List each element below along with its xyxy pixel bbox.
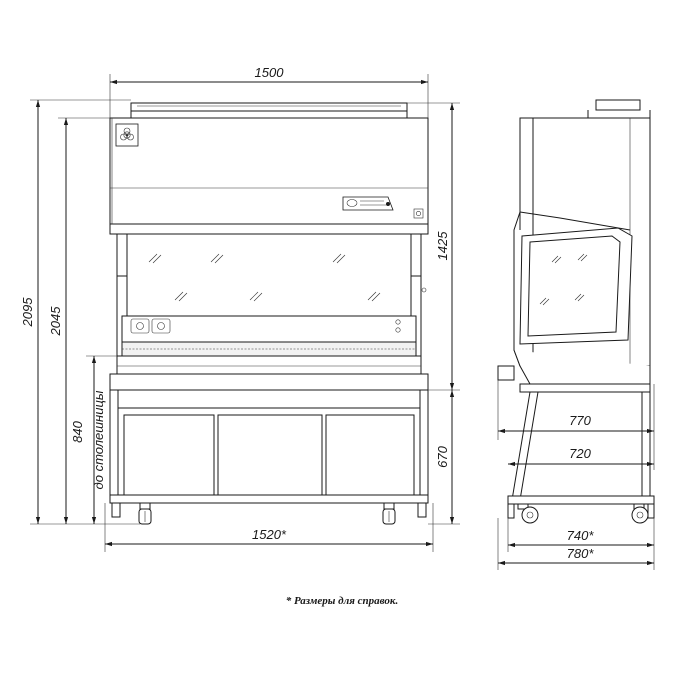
dim-side-depth-lower-label: 720	[569, 446, 591, 461]
dim-side-base-2-label: 780*	[566, 546, 594, 561]
dim-upper-height-label: 1425	[435, 231, 450, 261]
dim-side-base-1-label: 740*	[566, 528, 594, 543]
cabinet-door-right	[326, 415, 414, 495]
footnote: * Размеры для справок.	[285, 595, 399, 607]
dim-work-height-note: до столешницы	[91, 390, 106, 490]
wheel-icon	[112, 503, 426, 524]
side-top-exhaust	[596, 100, 640, 110]
side-wheels	[508, 504, 654, 523]
dim-total-height-label: 2095	[20, 297, 35, 327]
dim-width-label: 1500	[254, 65, 284, 80]
dim-work-height-label: 840	[70, 421, 85, 443]
top-exhaust-plate	[131, 103, 407, 111]
side-window-glass	[528, 236, 620, 336]
glass-sash	[127, 234, 411, 316]
biohazard-icon	[116, 124, 138, 146]
back-wall	[122, 316, 416, 342]
dim-side-depth-upper-label: 770	[569, 413, 591, 428]
cabinet-door-left	[124, 415, 214, 495]
cabinet-door-middle	[218, 415, 322, 495]
dim-base-width-label: 1520*	[252, 527, 286, 542]
dim-lower-height-label: 670	[435, 446, 450, 468]
front-view	[110, 103, 428, 524]
dim-body-height-label: 2045	[48, 306, 63, 336]
